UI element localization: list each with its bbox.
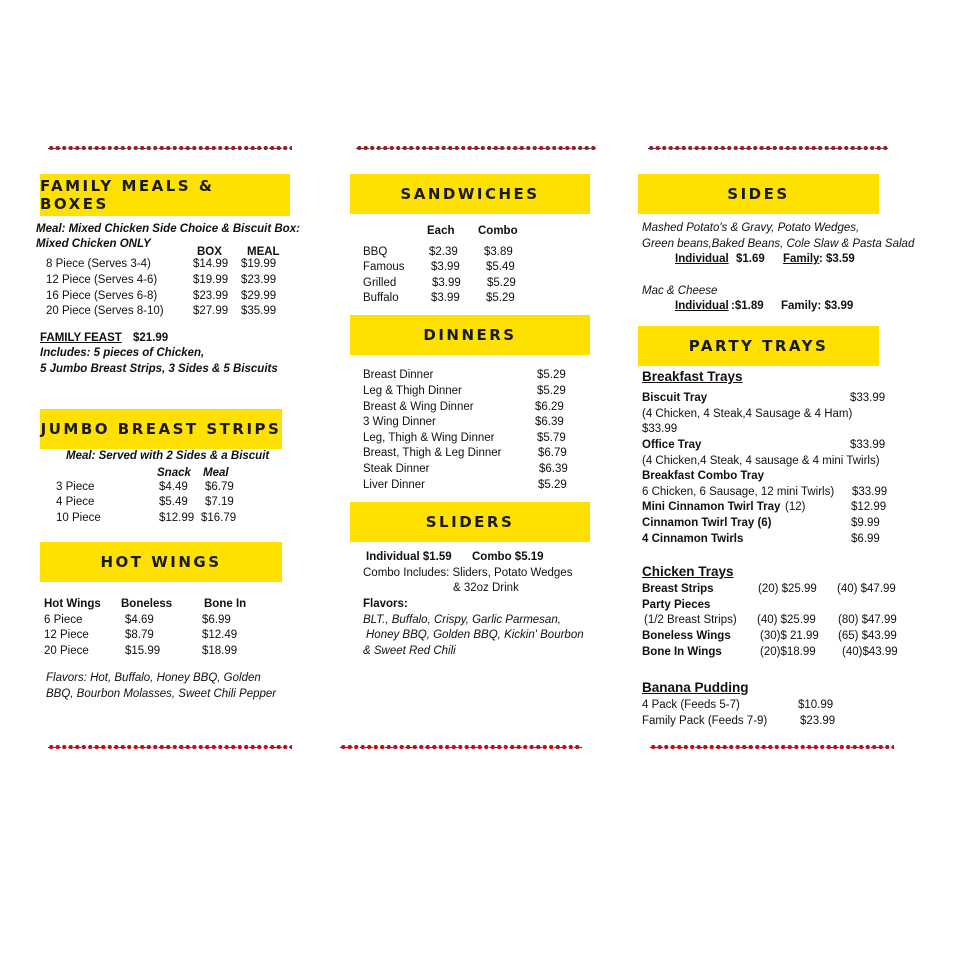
strips-snack-price: $4.49 (159, 481, 188, 493)
sides-individual-label: Individual (675, 253, 729, 265)
family-feast-price: $21.99 (133, 332, 169, 344)
four-cinnamon-twirls: 4 Cinnamon Twirls (642, 533, 744, 545)
dinner-name: 3 Wing Dinner (363, 416, 436, 428)
wings-boneless-price: $8.79 (125, 629, 154, 641)
biscuit-tray: Biscuit Tray (642, 392, 708, 404)
breakfast-combo-tray: Breakfast Combo Tray (642, 470, 765, 482)
dotted-divider (340, 744, 582, 750)
party-pieces-large: (80) $47.99 (838, 614, 897, 626)
party-pieces-tray: Party Pieces (642, 599, 711, 611)
strips-col-snack: Snack (157, 467, 191, 479)
dinner-name: Leg, Thigh & Wing Dinner (363, 432, 495, 444)
hot-wings-banner: HOT WINGS (40, 542, 282, 582)
sandwich-each-price: $3.99 (432, 277, 461, 289)
mini-twirl-count: (12) (785, 501, 806, 513)
family-meal-price: $19.99 (241, 258, 277, 270)
mac-individual-price: :$1.89 (731, 300, 764, 312)
four-cinnamon-twirls-price: $6.99 (851, 533, 880, 545)
sandwich-each-price: $3.99 (431, 292, 460, 304)
family-feast-desc: Includes: 5 pieces of Chicken, (40, 347, 205, 359)
sliders-flavors-3: & Sweet Red Chili (363, 645, 456, 657)
chicken-trays-heading: Chicken Trays (642, 564, 734, 579)
breast-strips-large: (40) $47.99 (837, 583, 896, 595)
party-trays-banner: PARTY TRAYS (638, 326, 879, 366)
dinner-price: $5.79 (537, 432, 566, 444)
dinner-name: Breast, Thigh & Leg Dinner (363, 447, 502, 459)
strips-subtitle: Meal: Served with 2 Sides & a Biscuit (66, 450, 270, 462)
family-meals-banner: FAMILY MEALS & BOXES (40, 174, 290, 216)
strips-snack-price: $5.49 (159, 496, 188, 508)
cinnamon-twirl-price: $9.99 (851, 517, 880, 529)
wings-item-name: 20 Piece (44, 645, 89, 657)
sandwich-name: Famous (363, 261, 405, 273)
cinnamon-twirl-tray: Cinnamon Twirl Tray (6) (642, 517, 772, 529)
dinner-price: $6.79 (538, 447, 567, 459)
strips-meal-price: $6.79 (205, 481, 234, 493)
sides-list-2: Green beans,Baked Beans, Cole Slaw & Pasta Salad (642, 238, 915, 250)
office-tray: Office Tray (642, 439, 702, 451)
sandwich-name: BBQ (363, 246, 388, 258)
sandwich-combo-price: $5.49 (486, 261, 515, 273)
family-meal-note: Meal: Mixed Chicken Side Choice & Biscuit Box: (36, 223, 300, 235)
wings-col-boneless: Boneless (121, 598, 173, 610)
sandwich-combo-price: $5.29 (487, 277, 516, 289)
family-box-price: $14.99 (193, 258, 229, 270)
breast-strips-tray: Breast Strips (642, 583, 714, 595)
family-feast-desc-2: 5 Jumbo Breast Strips, 3 Sides & 5 Biscuits (40, 363, 278, 375)
family-item-name: 8 Piece (Serves 3-4) (46, 258, 151, 270)
family-box-price: $27.99 (193, 305, 229, 317)
wings-bonein-price: $18.99 (202, 645, 238, 657)
sandwiches-col-combo: Combo (478, 225, 518, 237)
dinner-name: Breast Dinner (363, 369, 434, 381)
mac-family: Family: $3.99 (781, 300, 854, 312)
sides-banner: SIDES (638, 174, 879, 214)
sliders-combo: Combo $5.19 (472, 551, 544, 563)
sliders-combo-desc-2: & 32oz Drink (453, 582, 519, 594)
sliders-combo-desc: Combo Includes: Sliders, Potato Wedges (363, 567, 573, 579)
boneless-wings-tray: Boneless Wings (642, 630, 731, 642)
party-pieces-small: (40) $25.99 (757, 614, 816, 626)
sandwiches-col-each: Each (427, 225, 455, 237)
family-box-price: $23.99 (193, 290, 229, 302)
bonein-wings-small: (20)$18.99 (760, 646, 816, 658)
dinner-price: $5.29 (537, 385, 566, 397)
sandwich-name: Grilled (363, 277, 397, 289)
sliders-banner: SLIDERS (350, 502, 590, 542)
dinner-price: $5.29 (538, 479, 567, 491)
sliders-flavors-2: Honey BBQ, Golden BBQ, Kickin' Bourbon (366, 629, 584, 641)
strips-item-name: 3 Piece (56, 481, 95, 493)
wings-boneless-price: $4.69 (125, 614, 154, 626)
breast-strips-small: (20) $25.99 (758, 583, 817, 595)
mac-individual-label: Individual (675, 300, 729, 312)
banana-family-pack-price: $23.99 (800, 715, 836, 727)
dinner-price: $6.29 (535, 401, 564, 413)
family-feast-label: FAMILY FEAST (40, 332, 122, 344)
office-tray-price: $33.99 (850, 439, 886, 451)
dinner-name: Breast & Wing Dinner (363, 401, 474, 413)
sandwiches-banner: SANDWICHES (350, 174, 590, 214)
bonein-wings-tray: Bone In Wings (642, 646, 722, 658)
party-pieces-sub: (1/2 Breast Strips) (644, 614, 737, 626)
strips-snack-price: $12.99 (159, 512, 195, 524)
family-col-meal: MEAL (247, 246, 280, 258)
strips-item-name: 4 Piece (56, 496, 95, 508)
wings-col-bonein: Bone In (204, 598, 247, 610)
dinner-name: Liver Dinner (363, 479, 425, 491)
dotted-divider (48, 145, 292, 151)
wings-item-name: 6 Piece (44, 614, 83, 626)
wings-flavors-2: BBQ, Bourbon Molasses, Sweet Chili Pepper (46, 688, 277, 700)
sandwich-each-price: $3.99 (431, 261, 460, 273)
sliders-individual: Individual $1.59 (366, 551, 452, 563)
dinners-banner: DINNERS (350, 315, 590, 355)
mac-cheese-label: Mac & Cheese (642, 285, 718, 297)
dinner-price: $5.29 (537, 369, 566, 381)
dotted-divider (650, 744, 894, 750)
breakfast-trays-heading: Breakfast Trays (642, 369, 743, 384)
breakfast-combo-price: $33.99 (852, 486, 888, 498)
wings-flavors: Flavors: Hot, Buffalo, Honey BBQ, Golden (46, 672, 261, 684)
banana-4-pack-price: $10.99 (798, 699, 834, 711)
banana-4-pack: 4 Pack (Feeds 5-7) (642, 699, 740, 711)
sides-list: Mashed Potato's & Gravy, Potato Wedges, (642, 222, 860, 234)
sandwich-name: Buffalo (363, 292, 399, 304)
wings-bonein-price: $6.99 (202, 614, 231, 626)
family-box-price: $19.99 (193, 274, 229, 286)
strips-meal-price: $16.79 (201, 512, 237, 524)
jumbo-strips-banner: JUMBO BREAST STRIPS (40, 409, 282, 449)
sandwich-combo-price: $3.89 (484, 246, 513, 258)
family-meal-price: $35.99 (241, 305, 277, 317)
mini-twirl-price: $12.99 (851, 501, 887, 513)
family-item-name: 16 Piece (Serves 6-8) (46, 290, 158, 302)
sliders-flavors-label: Flavors: (363, 598, 408, 610)
office-tray-desc: (4 Chicken,4 Steak, 4 sausage & 4 mini Twirls) (642, 455, 880, 467)
dotted-divider (356, 145, 596, 151)
wings-col-name: Hot Wings (44, 598, 101, 610)
breakfast-combo-desc: 6 Chicken, 6 Sausage, 12 mini Twirls) (642, 486, 835, 498)
biscuit-tray-desc: (4 Chicken, 4 Steak,4 Sausage & 4 Ham) (642, 408, 853, 420)
sandwich-each-price: $2.39 (429, 246, 458, 258)
wings-boneless-price: $15.99 (125, 645, 161, 657)
family-item-name: 12 Piece (Serves 4-6) (46, 274, 158, 286)
strips-item-name: 10 Piece (56, 512, 101, 524)
biscuit-tray-price: $33.99 (850, 392, 886, 404)
dinner-price: $6.39 (539, 463, 568, 475)
bonein-wings-large: (40)$43.99 (842, 646, 898, 658)
dinner-name: Leg & Thigh Dinner (363, 385, 462, 397)
family-col-box: BOX (197, 246, 222, 258)
family-meal-price: $23.99 (241, 274, 277, 286)
dinner-price: $6.39 (535, 416, 564, 428)
strips-col-meal: Meal (203, 467, 229, 479)
strips-meal-price: $7.19 (205, 496, 234, 508)
boneless-wings-large: (65) $43.99 (838, 630, 897, 642)
mini-twirl-tray: Mini Cinnamon Twirl Tray (642, 501, 781, 513)
banana-pudding-heading: Banana Pudding (642, 680, 749, 695)
sides-family-label: Family (783, 253, 820, 265)
boneless-wings-small: (30)$ 21.99 (760, 630, 819, 642)
family-meal-price: $29.99 (241, 290, 277, 302)
dotted-divider (48, 744, 292, 750)
dinner-name: Steak Dinner (363, 463, 430, 475)
sandwich-combo-price: $5.29 (486, 292, 515, 304)
banana-family-pack: Family Pack (Feeds 7-9) (642, 715, 768, 727)
sliders-flavors: BLT., Buffalo, Crispy, Garlic Parmesan, (363, 614, 561, 626)
family-item-name: 20 Piece (Serves 8-10) (46, 305, 164, 317)
sides-family-price: : $3.59 (819, 253, 855, 265)
family-meal-note-2: Mixed Chicken ONLY (36, 238, 151, 250)
dotted-divider (648, 145, 888, 151)
wings-item-name: 12 Piece (44, 629, 89, 641)
sides-individual-price: $1.69 (736, 253, 765, 265)
wings-bonein-price: $12.49 (202, 629, 238, 641)
biscuit-tray-price-2: $33.99 (642, 423, 678, 435)
